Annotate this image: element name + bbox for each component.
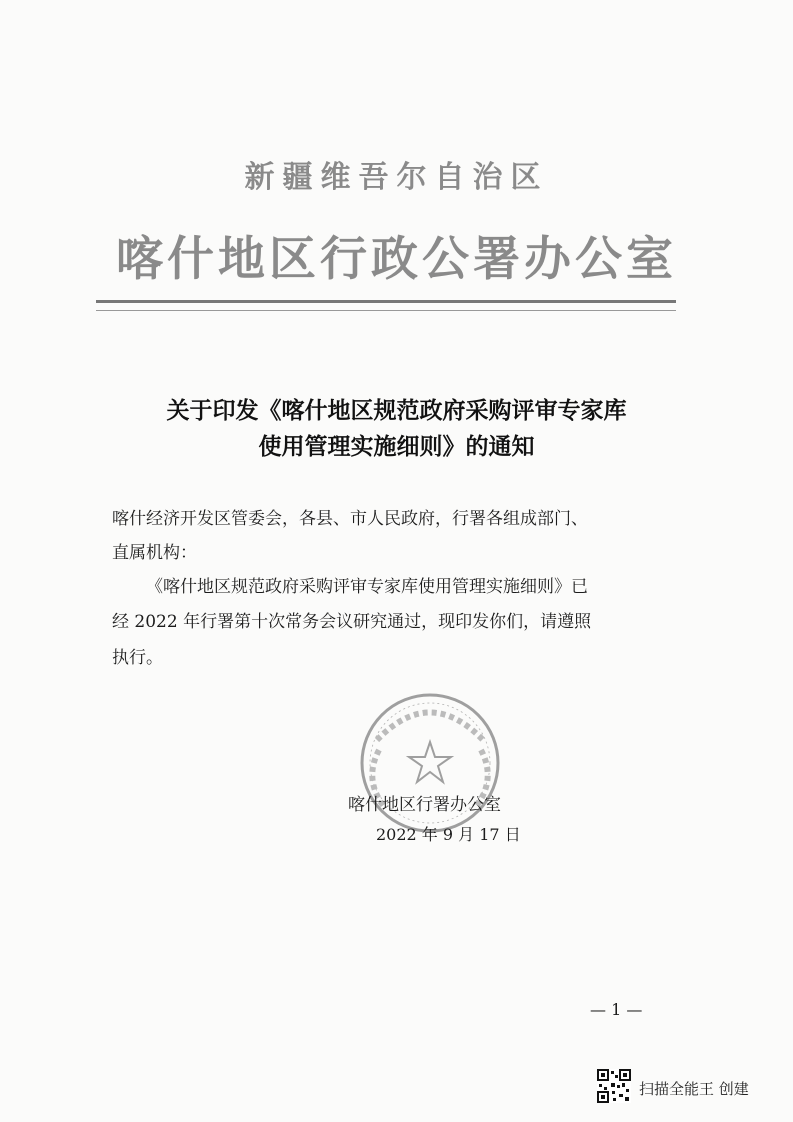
letterhead-region: 新疆维吾尔自治区: [244, 160, 549, 195]
letterhead-rule-thick: [96, 300, 676, 303]
scanner-brand-label: 扫描全能王 创建: [639, 1080, 749, 1098]
page-number: — 1 —: [590, 1000, 643, 1019]
body-paragraph-line3: 执行。: [112, 648, 163, 668]
qr-code-icon: [597, 1069, 631, 1103]
letterhead-rule-thin: [96, 310, 676, 311]
document-title-line1: 关于印发《喀什地区规范政府采购评审专家库: [166, 398, 627, 424]
letterhead-office: 喀什地区行政公署办公室: [116, 232, 677, 287]
document-title-line2: 使用管理实施细则》的通知: [258, 434, 535, 460]
body-paragraph-line2: 经 2022 年行署第十次常务会议研究通过，现印发你们，请遵照: [112, 612, 592, 632]
signature-date: 2022 年 9 月 17 日: [376, 825, 521, 844]
signer-name: 喀什地区行署办公室: [348, 795, 501, 815]
recipients-line2: 直属机构：: [112, 543, 197, 563]
recipients-line1: 喀什经济开发区管委会，各县、市人民政府，行署各组成部门、: [112, 509, 588, 529]
body-paragraph-line1: 《喀什地区规范政府采购评审专家库使用管理实施细则》已: [146, 577, 588, 597]
